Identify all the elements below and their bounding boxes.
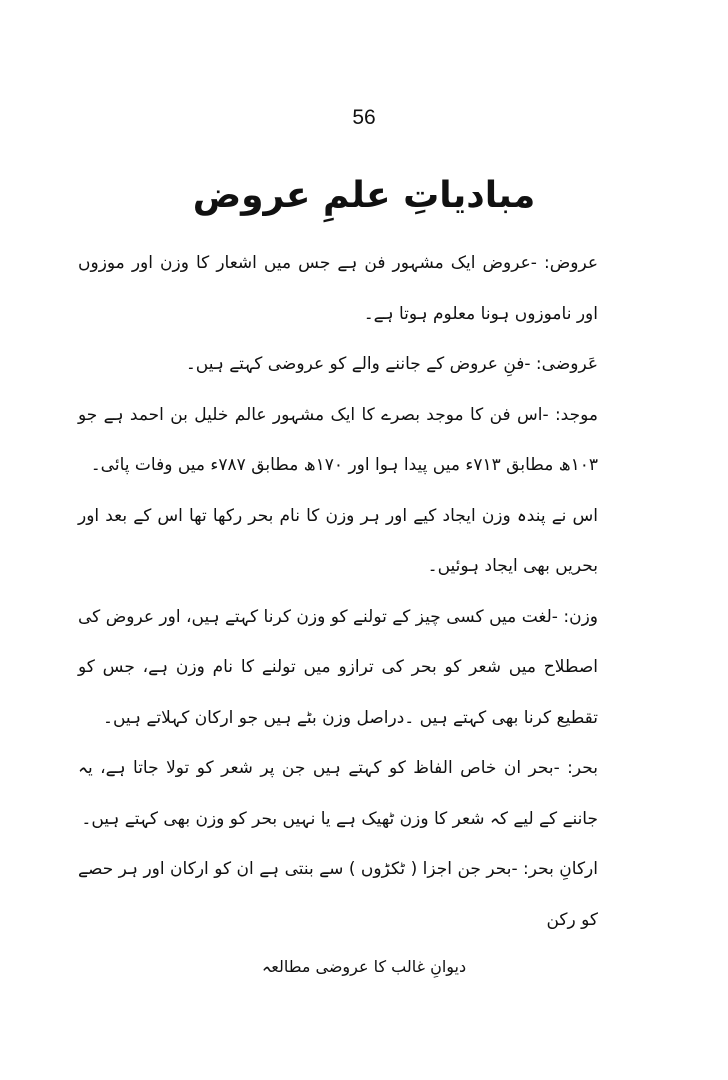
- paragraph-bahr: بحر: -بحر ان خاص الفاظ کو کہتے ہیں جن پر شعر کو تولا جاتا ہے، یہ جاننے کے لیے کہ شعر کا وزن ٹھیک ہے یا نہیں بحر کو وزن بھی کہتے ہیں۔: [78, 758, 598, 829]
- body-text: [78, 238, 598, 945]
- paragraph-aroz: عروض: -عروض ایک مشہور فن ہے جس میں اشعار کا وزن اور موزوں اور ناموزوں ہونا معلوم ہوتا ہے۔: [78, 253, 598, 324]
- paragraph-wazan: وزن: -لغت میں کسی چیز کے تولنے کو وزن کرنا کہتے ہیں، اور عروض کی اصطلاح میں شعر کو بحر کی ترازو میں تولنے کا نام وزن ہے، جس کو تقطیع کرنا بھی کہتے ہیں ۔دراصل وزن بٹے ہیں جو ارکان کہلاتے ہیں۔: [78, 606, 598, 728]
- running-footer: دیوانِ غالب کا عروضی مطالعہ: [261, 957, 467, 976]
- paragraph-arkan: ارکانِ بحر: -بحر جن اجزا ( ٹکڑوں ) سے بنتی ہے ان کو ارکان اور ہر حصے کو رکن: [78, 859, 598, 930]
- chapter-title: مبادیاتِ علمِ عروض: [192, 175, 536, 216]
- paragraph-aroozi: عَروضی: -فنِ عروض کے جاننے والے کو عروضی کہتے ہیں۔: [185, 354, 598, 374]
- paragraph-mojid: موجد: -اس فن کا موجد بصرے کا ایک مشہور عالم خلیل بن احمد ہے جو ۱۰۳ھ مطابق ۷۱۳ء میں پیدا ہوا اور ۱۷۰ھ مطابق ۷۸۷ء میں وفات پائی۔: [78, 404, 598, 475]
- page-number: 56: [352, 106, 376, 129]
- paragraph-awzan: اس نے پندہ وزن ایجاد کیے اور ہر وزن کا نام بحر رکھا تھا اس کے بعد اور بحریں بھی ایجاد ہوئیں۔: [78, 505, 598, 576]
